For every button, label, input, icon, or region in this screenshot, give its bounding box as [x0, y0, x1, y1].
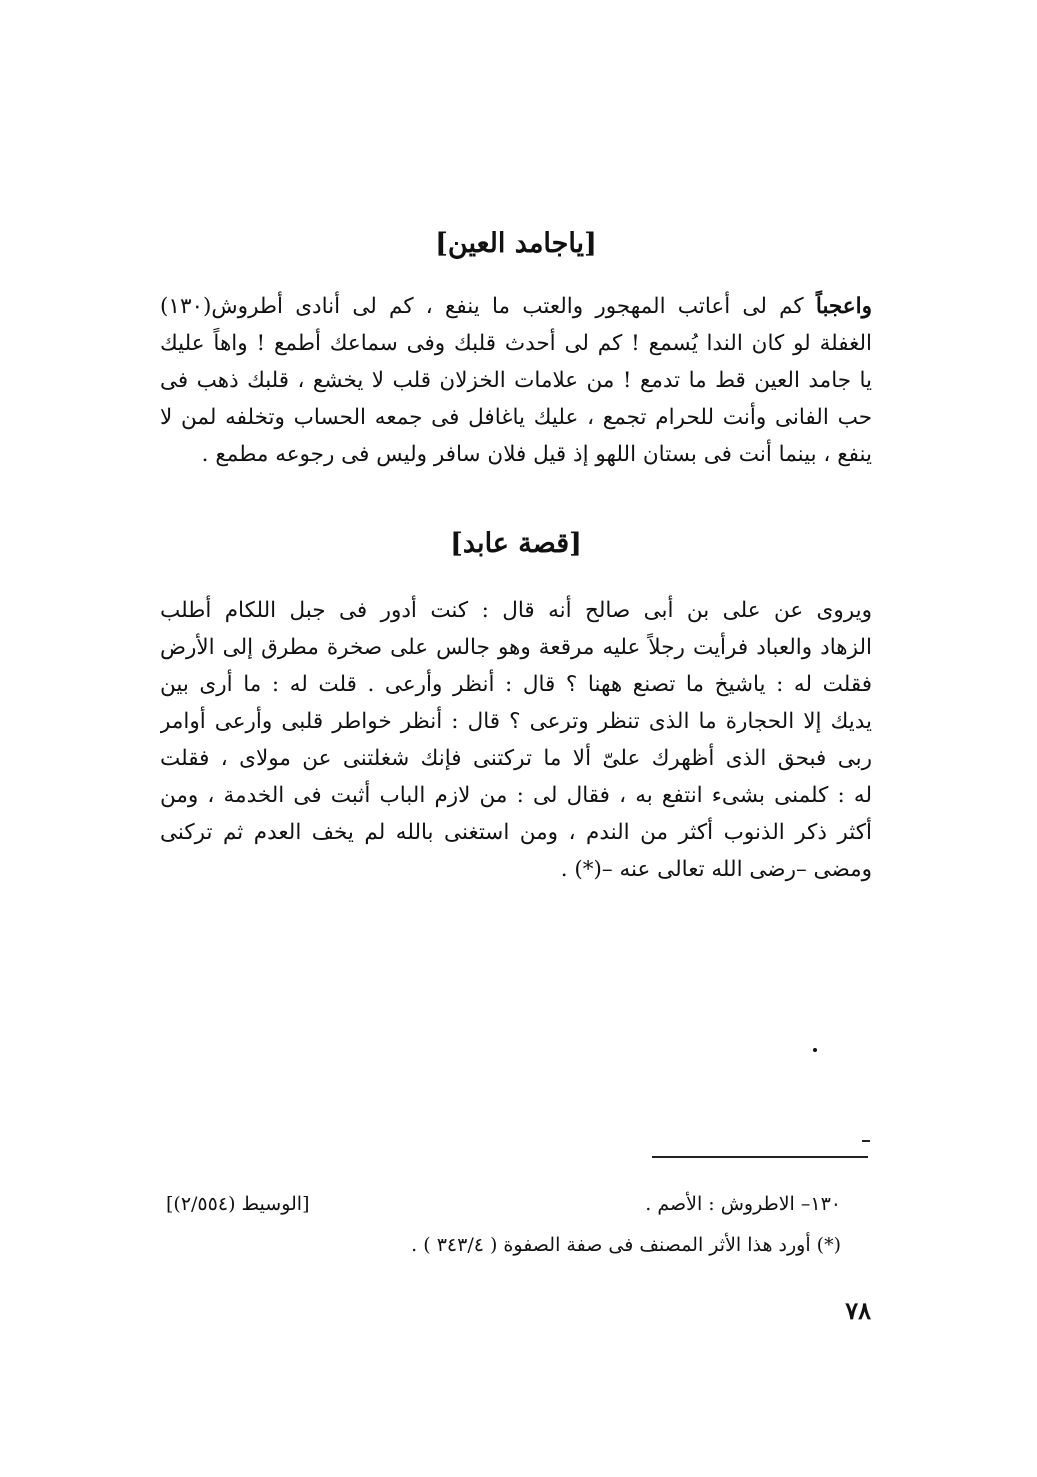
- text-line: الزهاد والعباد فرأيت رجلاً عليه مرقعة وهو جالس على صخرة مطرق إلى الأرض: [160, 635, 872, 660]
- text-line: [160, 288, 872, 325]
- footnote-separator: [652, 1156, 868, 1158]
- text-line: أكثر ذكر الذنوب أكثر من الندم ، ومن استغنى بالله لم يخف العدم ثم تركنى: [160, 820, 872, 845]
- paragraph-qissat-abid: [160, 592, 872, 888]
- text-line: يديك إلا الحجارة ما الذى تنظر وترعى ؟ قال : أنظر خواطر قلبى وأرعى أوامر: [160, 709, 872, 734]
- page-number: ٧٨: [845, 1296, 871, 1325]
- text-line: ينفع ، بينما أنت فى بستان اللهو إذ قيل فلان سافر وليس فى رجوعه مطمع .: [201, 442, 872, 467]
- text-line: فقلت له : ياشيخ ما تصنع ههنا ؟ قال : أنظر وأرعى . قلت له : ما أرى بين: [160, 672, 872, 697]
- text-line: ربى فبحق الذى أظهرك علىّ ألا ما تركتنى فإنك شغلتنى عن مولاى ، فقلت: [160, 746, 872, 771]
- section-heading-qissat-abid: [قصة عابد]: [450, 528, 582, 559]
- footnote-130-source: [الوسيط (٢/٥٥٤)]: [166, 1193, 310, 1215]
- stray-dot: [813, 1048, 817, 1052]
- text-line: ويروى عن على بن أبى صالح أنه قال : كنت أدور فى جبل اللكام أطلب: [160, 598, 872, 623]
- text-line: له : كلمنى بشىء انتفع به ، فقال لى : من لازم الباب أثبت فى الخدمة ، ومن: [160, 783, 872, 808]
- text-line: يا جامد العين قط ما تدمع ! من علامات الخزلان قلب لا يخشع ، قلبك ذهب فى: [160, 368, 872, 393]
- text-line: حب الفانى وأنت للحرام تجمع ، عليك ياغافل فى جمعه الحساب وتخلفه لمن لا: [160, 405, 872, 430]
- section-heading-ya-jamid-al-ayn: [ياجامد العين]: [435, 228, 597, 259]
- lead-word: واعجباً: [815, 294, 872, 319]
- footnote-130: ١٣٠– الاطروش : الأصم .: [645, 1193, 841, 1215]
- line-text: كم لى أعاتب المهجور والعتب ما ينفع ، كم لى أنادى أطروش(١٣٠): [160, 294, 804, 319]
- rule-mark: [862, 1140, 870, 1142]
- footnote-asterisk: (*) أورد هذا الأثر المصنف فى صفة الصفوة ( ٣٤٣/٤ ) .: [411, 1234, 841, 1256]
- paragraph-ya-jamid-al-ayn: [160, 288, 872, 473]
- text-line: الغفلة لو كان الندا يُسمع ! كم لى أحدث قلبك وفى سماعك أطمع ! واهاً عليك: [160, 331, 872, 356]
- text-line: ومضى –رضى الله تعالى عنه –(*) .: [560, 857, 872, 882]
